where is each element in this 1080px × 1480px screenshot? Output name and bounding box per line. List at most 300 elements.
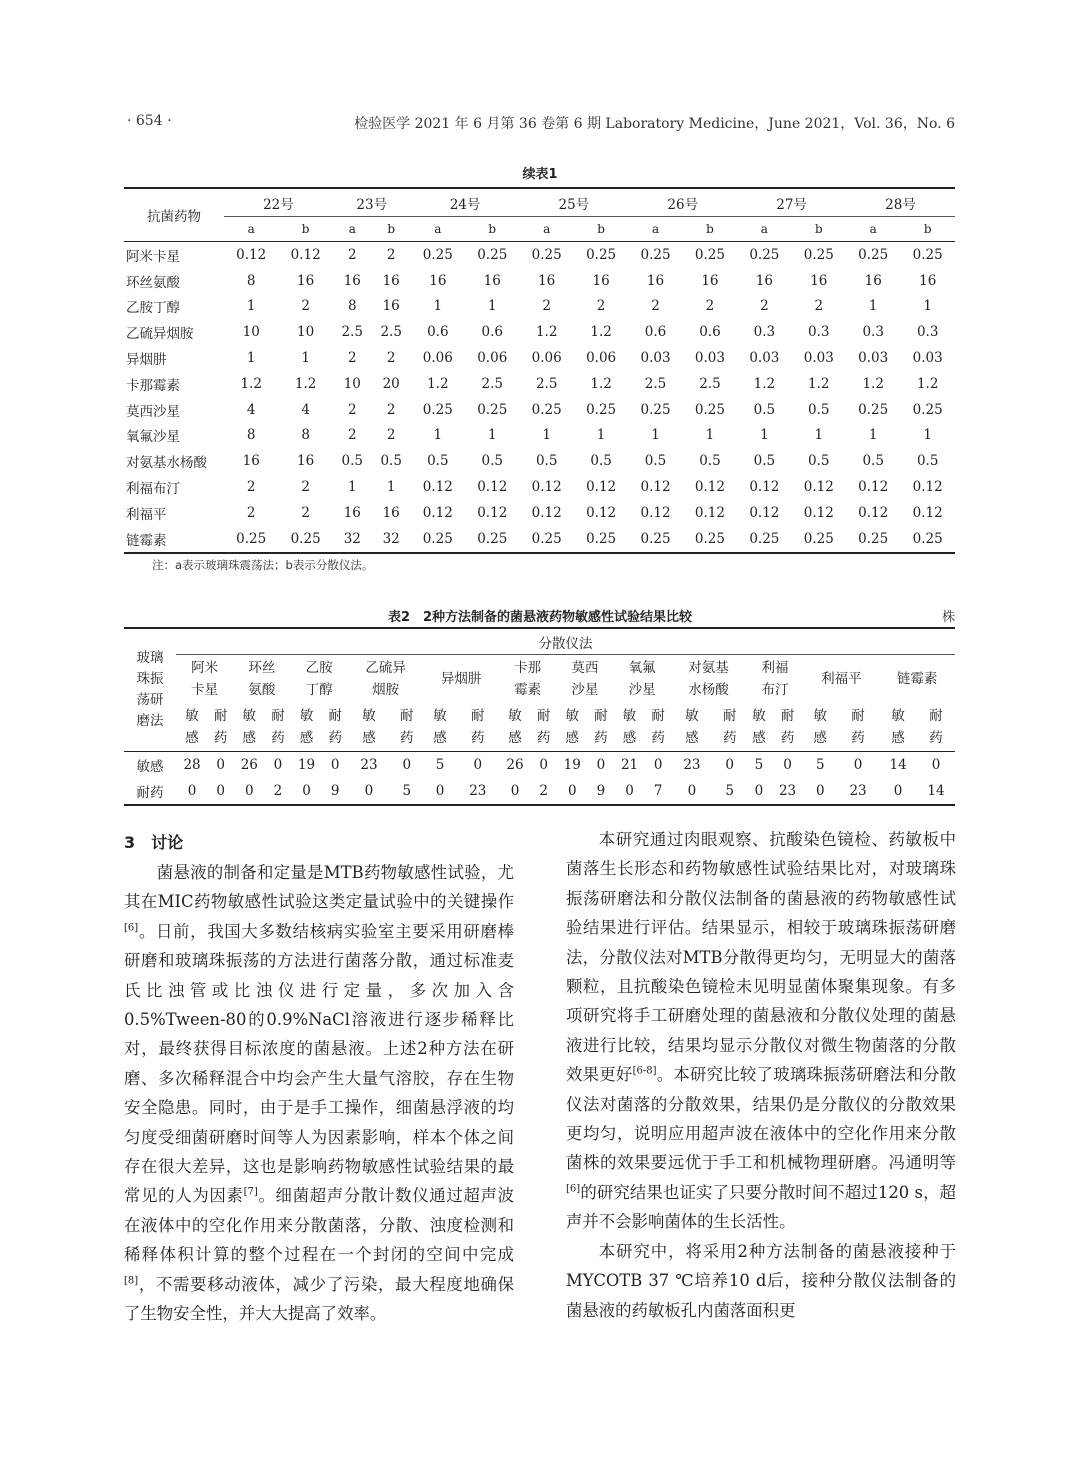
table-cell: 0.12: [640, 479, 671, 496]
table-cell: 16: [919, 272, 937, 289]
table-cell: 0: [539, 757, 548, 773]
table-cell: 2.5: [644, 375, 667, 392]
table1-sub-header: b: [683, 217, 737, 242]
paragraph: 菌悬液的制备和定量是MTB药物敏感性试验，尤其在MIC药物敏感性试验这类定量试验中的关键操作[6]。日前，我国大多数结核病实验室主要采用研磨棒研磨和玻璃珠振荡的方法进行菌落分散，通过标准麦氏比浊管或比浊仪进行定量，多次加入含0.5%Tween-80的0.9%NaCl溶液进行逐步稀释比对，最终获得目标浓度的菌悬液。上述2种方法在研磨、多次稀释混合中均会产生大量气溶胶，存在生物安全隐患。同时，由于是手工操作，细菌悬浮液的均匀度受细菌研磨时间等人为因素影响，样本个体之间存在很大差异，这也是影响药物敏感性试验结果的最常见的人为因素[7]。细菌超声分散计数仪通过超声波在液体中的空化作用来分散菌落，分散、浊度检测和稀释体积计算的整个过程在一个封闭的空间中完成[8]，不需要移动液体，减少了污染，最大程度地确保了生物安全性，并大大提高了效率。: [124, 863, 515, 1324]
table-cell: 23: [683, 757, 701, 773]
table-row: [124, 526, 955, 553]
sub-header-char: 药: [851, 730, 865, 746]
table-cell: 0: [233, 778, 265, 805]
table1-sub-header: b: [900, 217, 955, 242]
table-cell: 0.3: [753, 324, 776, 341]
table1-group-header: 23号: [333, 188, 411, 217]
table-cell: 0.25: [422, 401, 453, 418]
sub-header-char: 药: [213, 730, 228, 746]
table-cell: 1: [433, 427, 443, 444]
table-cell: 1: [433, 298, 443, 315]
table-row: [124, 500, 955, 526]
sub-header: [531, 703, 556, 752]
table-cell: 16: [382, 272, 400, 289]
table-cell: 1: [347, 479, 357, 496]
table-cell: 0: [556, 778, 588, 805]
page-number: · 654 ·: [127, 113, 172, 129]
sub-header: [265, 703, 290, 752]
table-cell: 0.5: [753, 401, 776, 418]
sub-header-char: 感: [565, 730, 580, 746]
table-cell: 0.5: [916, 453, 939, 470]
table-cell: 9: [588, 778, 613, 805]
table-cell: 0.03: [749, 350, 780, 367]
sub-header-char: 敏: [622, 708, 637, 724]
table-row: [124, 448, 955, 474]
table-cell: 0.25: [586, 246, 617, 263]
table1-subheader-row: [124, 217, 955, 242]
drug-name: 氧氟沙星: [126, 429, 180, 446]
drug-header: [233, 655, 290, 704]
table-cell: 0.12: [477, 479, 508, 496]
table-cell: 0.5: [808, 401, 830, 418]
table-cell: 0.12: [640, 504, 671, 521]
table-cell: 1.2: [240, 375, 262, 392]
table-cell: 7: [646, 778, 671, 805]
table1-group-header: 24号: [411, 188, 520, 217]
drug-header-line: 乙胺: [305, 660, 333, 676]
sub-header-char: 敏: [508, 708, 522, 724]
table1-group-header: 28号: [846, 188, 955, 217]
table-cell: 0.25: [900, 526, 955, 553]
table-cell: 0.25: [694, 246, 725, 263]
table-cell: 0.12: [803, 504, 834, 521]
table-cell: 16: [483, 272, 501, 289]
section-title: 3 讨论: [124, 833, 184, 852]
table1-sub-header: a: [333, 217, 372, 242]
drug-header-line: 布汀: [761, 682, 789, 698]
sub-header: [556, 703, 588, 752]
table-cell: 0.12: [912, 504, 943, 521]
drug-header-line: 沙星: [628, 682, 656, 698]
table-cell: 16: [343, 504, 361, 521]
drug-header-line: 利福: [761, 660, 789, 676]
sub-header-char: 敏: [433, 708, 447, 724]
table1-sub-header: b: [574, 217, 628, 242]
table-cell: 0.25: [411, 526, 465, 553]
table-cell: 0.25: [858, 246, 889, 263]
table-cell: 0.12: [290, 246, 321, 263]
table2-top-header: 分散仪法: [176, 628, 955, 655]
drug-name: 对氨基水杨酸: [126, 455, 207, 472]
table-row: [124, 294, 955, 320]
sub-header-char: 药: [271, 730, 285, 746]
sub-header-char: 耐: [651, 708, 665, 724]
drug-header-line: 链霉素: [896, 671, 938, 687]
table-cell: 0.12: [422, 504, 453, 521]
citation: [6-8]: [632, 1065, 657, 1077]
sub-header-char: 耐: [929, 708, 943, 724]
table2-drug-row: [124, 655, 955, 704]
table-cell: 0.12: [586, 479, 617, 496]
table1-sub-header: a: [519, 217, 573, 242]
sub-header: [390, 703, 423, 752]
table-cell: 16: [343, 272, 361, 289]
table-cell: 16: [297, 272, 315, 289]
table-cell: 4: [246, 401, 256, 418]
table-cell: 14: [889, 757, 907, 773]
table-cell: 0.12: [749, 479, 780, 496]
table-cell: 0.5: [535, 453, 558, 470]
table-cell: 16: [592, 272, 610, 289]
table-cell: 21: [620, 757, 639, 773]
table-cell: 0.25: [628, 526, 682, 553]
table-cell: 2.5: [699, 375, 721, 392]
table-cell: 16: [429, 272, 447, 289]
table-cell: 0: [499, 778, 531, 805]
table-cell: 1: [487, 298, 497, 315]
table1-sub-header: b: [372, 217, 411, 242]
drug-header-line: 水杨酸: [688, 682, 729, 698]
sub-header: [348, 703, 390, 752]
table-cell: 0.25: [477, 401, 508, 418]
sub-header: [917, 703, 955, 752]
table-cell: 2: [347, 350, 357, 367]
table-cell: 0: [473, 757, 483, 773]
table-cell: 2: [542, 298, 551, 315]
table-cell: 2: [265, 778, 290, 805]
table-cell: 2: [386, 427, 396, 444]
table-cell: 0: [423, 778, 456, 805]
sub-header-char: 药: [536, 730, 551, 746]
table-cell: 1: [246, 298, 256, 315]
table-cell: 1: [923, 298, 932, 315]
sub-header: [323, 703, 348, 752]
drug-header-line: 烟胺: [372, 682, 400, 698]
table-cell: 2.5: [535, 375, 558, 392]
citation: [7]: [243, 1187, 258, 1198]
left-header-line: 玻璃: [136, 650, 164, 666]
table-cell: 1.2: [753, 375, 776, 392]
table-cell: 0.25: [640, 246, 671, 263]
table1: [124, 187, 955, 554]
table-cell: 0.5: [644, 453, 667, 470]
citation: [6]: [566, 1183, 581, 1195]
table-row: [124, 397, 955, 423]
table-cell: 0.5: [341, 453, 364, 470]
table-cell: 0.3: [862, 324, 884, 341]
drug-header-line: 阿米: [191, 660, 219, 676]
table-cell: 0.5: [427, 453, 449, 470]
drug-header-line: 环丝: [248, 660, 276, 676]
table1-sub-header: b: [792, 217, 846, 242]
table-cell: 20: [382, 375, 400, 392]
left-header-line: 磨法: [136, 713, 164, 729]
table-cell: 1: [868, 427, 878, 444]
table1-group-header: 27号: [737, 188, 846, 217]
table-cell: 1: [923, 427, 932, 444]
drug-name: 链霉素: [124, 526, 224, 553]
table-cell: 1.2: [535, 324, 558, 341]
table-cell: 0.12: [858, 504, 889, 521]
sub-header-char: 敏: [752, 708, 766, 724]
table2: [124, 627, 955, 806]
sub-header-char: 感: [362, 730, 376, 746]
table-cell: 1.2: [808, 375, 830, 392]
table-cell: 2: [386, 246, 396, 263]
table-cell: 0: [348, 778, 390, 805]
table-cell: 0: [614, 778, 646, 805]
table-cell: 0.12: [912, 479, 943, 496]
table-cell: 0: [853, 757, 863, 773]
table-cell: 2: [347, 246, 357, 263]
table-cell: 0.03: [858, 350, 889, 367]
table-cell: 0.25: [846, 526, 900, 553]
table-cell: 0.25: [531, 401, 562, 418]
table-cell: 0.12: [803, 479, 834, 496]
table-cell: 1: [868, 298, 878, 315]
sub-header-char: 敏: [299, 708, 314, 724]
table-cell: 0.06: [586, 350, 617, 367]
table-cell: 16: [810, 272, 828, 289]
table2-left-header: [124, 628, 176, 752]
table-cell: 0.25: [640, 401, 671, 418]
table-cell: 1: [651, 427, 660, 444]
table-cell: 0.06: [477, 350, 508, 367]
sub-header-char: 感: [299, 730, 314, 746]
table-cell: 23: [457, 778, 499, 805]
table-cell: 0.5: [753, 453, 776, 470]
drug-header: [348, 655, 424, 704]
drug-name: 莫西沙星: [126, 403, 180, 420]
table-cell: 0.12: [477, 504, 508, 521]
table-cell: 5: [390, 778, 423, 805]
sub-header-char: 感: [508, 730, 522, 746]
table-cell: 0.03: [640, 350, 671, 367]
table-cell: 0: [653, 757, 663, 773]
sub-header: [233, 703, 265, 752]
sub-header-char: 药: [594, 730, 608, 746]
table1-sub-header: b: [465, 217, 519, 242]
table1-note: 注：a表示玻璃珠震荡法；b表示分散仪法。: [152, 558, 374, 572]
table-cell: 0: [671, 778, 713, 805]
table-cell: 0.25: [912, 246, 943, 263]
table-cell: 1: [246, 350, 256, 367]
table-cell: 2: [760, 298, 769, 315]
table-cell: 0.5: [862, 453, 884, 470]
paragraph: 本研究中，将采用2种方法制备的菌悬液接种于MYCOTB 37 ℃培养10 d后，接种分散仪法制备的菌悬液的药敏板孔内菌落面积更: [566, 1241, 956, 1320]
sub-header-char: 感: [813, 730, 827, 746]
table1-sub-header: a: [846, 217, 900, 242]
table-cell: 2: [386, 401, 396, 418]
table-row: [124, 474, 955, 500]
table-cell: 0.3: [808, 324, 830, 341]
table-cell: 1: [301, 350, 310, 367]
table-cell: 0.25: [477, 246, 508, 263]
sub-header-char: 药: [471, 730, 485, 746]
table-cell: 5: [713, 778, 746, 805]
left-header-line: 珠振: [136, 671, 164, 687]
table-cell: 1.2: [916, 375, 939, 392]
table-cell: 2: [246, 504, 256, 521]
drug-name: 乙胺丁醇: [126, 300, 180, 317]
drug-header: [176, 655, 233, 704]
table-cell: 1.2: [427, 375, 449, 392]
drug-header-line: 氧氟: [628, 660, 656, 676]
table-cell: 19: [563, 757, 581, 773]
row-label: 耐药: [124, 778, 176, 805]
sub-header: [804, 703, 837, 752]
table-cell: 0.12: [694, 504, 725, 521]
table-cell: 2: [347, 401, 357, 418]
table-cell: 0.12: [749, 504, 780, 521]
table-cell: 1.2: [590, 375, 612, 392]
drug-header: [804, 655, 880, 704]
sub-header: [646, 703, 671, 752]
table-cell: 16: [864, 272, 882, 289]
drug-header: [614, 655, 671, 704]
table-cell: 5: [815, 757, 825, 773]
table-cell: 2: [386, 350, 396, 367]
sub-header: [772, 703, 804, 752]
sub-header-char: 敏: [685, 708, 699, 724]
sub-header-char: 敏: [185, 708, 199, 724]
table-cell: 0: [879, 778, 917, 805]
table-cell: 0.06: [531, 350, 562, 367]
table2-unit: 株: [941, 610, 955, 625]
table-cell: 2: [301, 298, 310, 315]
table-cell: 32: [372, 526, 411, 553]
table-row: [124, 319, 955, 345]
table-cell: 10: [242, 324, 260, 341]
table-cell: 0.6: [644, 324, 667, 341]
sub-header: [208, 703, 233, 752]
table-cell: 1.2: [862, 375, 884, 392]
table-cell: 1: [596, 427, 606, 444]
sub-header: [499, 703, 531, 752]
table-cell: 28: [183, 757, 201, 773]
table-cell: 8: [246, 427, 256, 444]
paragraph: 本研究通过肉眼观察、抗酸染色镜检、药敏板中菌落生长形态和药物敏感性试验结果比对，对玻璃珠振荡研磨法和分散仪法制备的菌悬液的药物敏感性试验结果进行评估。结果显示，相较于玻璃珠振荡研磨法，分散仪法对MTB分散得更均匀，无明显大的菌落颗粒，且抗酸染色镜检未见明显菌体聚集现象。有多项研究将手工研磨处理的菌悬液和分散仪处理的菌悬液进行比较，结果均显示分散仪对微生物菌落的分散效果更好[6-8]。本研究比较了玻璃珠振荡研磨法和分散仪法对菌落的分散效果，结果仍是分散仪的分散效果更均匀，说明应用超声波在液体中的空化作用来分散菌株的效果要远优于手工和机械物理研磨。冯通明等[6]的研究结果也证实了只要分散时间不超过120 s，超声并不会影响菌体的生长活性。: [566, 830, 956, 1232]
drug-name: 环丝氨酸: [126, 274, 180, 291]
table-cell: 0: [216, 757, 225, 773]
sub-header: [746, 703, 771, 752]
table-cell: 0.5: [590, 453, 612, 470]
sub-header-char: 敏: [813, 708, 827, 724]
left-column: [124, 858, 514, 1329]
drug-name: 卡那霉素: [126, 377, 180, 394]
drug-header-line: 对氨基: [688, 660, 729, 676]
sub-header-char: 耐: [328, 708, 342, 724]
table-cell: 0.6: [481, 324, 503, 341]
drug-header-line: 莫西: [571, 660, 599, 676]
table1-sub-header: a: [628, 217, 682, 242]
table-cell: 0.25: [694, 401, 725, 418]
table-cell: 1: [705, 427, 715, 444]
table-cell: 1.2: [294, 375, 317, 392]
sub-header-char: 感: [685, 730, 699, 746]
sub-header: [879, 703, 917, 752]
sub-header-char: 感: [185, 730, 199, 746]
table-cell: 2: [246, 479, 256, 496]
sub-header-char: 耐: [536, 708, 551, 724]
table-cell: 10: [343, 375, 361, 392]
table1-sub-header: a: [224, 217, 278, 242]
table-cell: 0.3: [916, 324, 939, 341]
sub-header-char: 药: [722, 730, 737, 746]
table-row: [124, 242, 955, 268]
sub-header-char: 耐: [780, 708, 795, 724]
citation: [8]: [124, 1275, 139, 1287]
sub-header: [671, 703, 713, 752]
drug-header-line: 沙星: [571, 682, 599, 698]
table-cell: 2: [814, 298, 824, 315]
table-cell: 0: [783, 757, 792, 773]
table-cell: 0.25: [792, 526, 846, 553]
journal-info: 检验医学 2021 年 6 月第 36 卷第 6 期 Laboratory Medicine，June 2021，Vol. 36，No. 6: [354, 116, 955, 132]
table-cell: 0.25: [912, 401, 943, 418]
sub-header-char: 敏: [362, 708, 376, 724]
table-cell: 0.25: [858, 401, 889, 418]
table-cell: 8: [347, 298, 357, 315]
sub-header: [176, 703, 208, 752]
table-cell: 0: [330, 757, 340, 773]
table-cell: 1: [814, 427, 824, 444]
table-cell: 0.12: [586, 504, 617, 521]
table2-sub-row: [124, 703, 955, 752]
drug-name: 阿米卡星: [126, 248, 180, 265]
table-cell: 2.5: [380, 324, 402, 341]
table-cell: 0.25: [803, 246, 834, 263]
table-cell: 1: [386, 479, 396, 496]
sub-header-char: 耐: [271, 708, 285, 724]
table-cell: 0.5: [481, 453, 503, 470]
drug-header-line: 乙硫异: [365, 660, 406, 676]
drug-header-line: 霉素: [514, 682, 542, 698]
table-cell: 23: [837, 778, 879, 805]
table-cell: 0: [273, 757, 283, 773]
table-cell: 4: [301, 401, 310, 418]
table-cell: 0.03: [694, 350, 725, 367]
table-cell: 0.03: [912, 350, 943, 367]
table-cell: 0.25: [683, 526, 737, 553]
sub-header-char: 药: [651, 730, 665, 746]
table-cell: 1.2: [590, 324, 612, 341]
table-cell: 16: [701, 272, 719, 289]
table-cell: 0.25: [574, 526, 628, 553]
sub-header: [291, 703, 323, 752]
table-row: [124, 345, 955, 371]
sub-header-char: 耐: [851, 708, 865, 724]
drug-name: 乙硫异烟胺: [126, 326, 194, 343]
sub-header-char: 耐: [594, 708, 608, 724]
table-cell: 16: [242, 453, 260, 470]
sub-header-char: 耐: [722, 708, 737, 724]
table-cell: 0.25: [422, 246, 453, 263]
table-cell: 2: [596, 298, 606, 315]
sub-header-char: 耐: [399, 708, 414, 724]
table-cell: 0.25: [519, 526, 573, 553]
table-cell: 5: [754, 757, 764, 773]
table-cell: 23: [360, 757, 378, 773]
table-cell: 0.25: [278, 526, 332, 553]
drug-header-line: 利福平: [821, 671, 862, 687]
sub-header-char: 感: [622, 730, 637, 746]
table-cell: 16: [646, 272, 665, 289]
sub-header-char: 药: [780, 730, 795, 746]
table-cell: 23: [772, 778, 804, 805]
sub-header-char: 药: [929, 730, 943, 746]
drug-header-line: 卡那: [514, 660, 542, 676]
table-cell: 0.12: [531, 479, 562, 496]
table-cell: 8: [301, 427, 310, 444]
table-cell: 16: [382, 504, 400, 521]
sub-header-char: 药: [328, 730, 342, 746]
